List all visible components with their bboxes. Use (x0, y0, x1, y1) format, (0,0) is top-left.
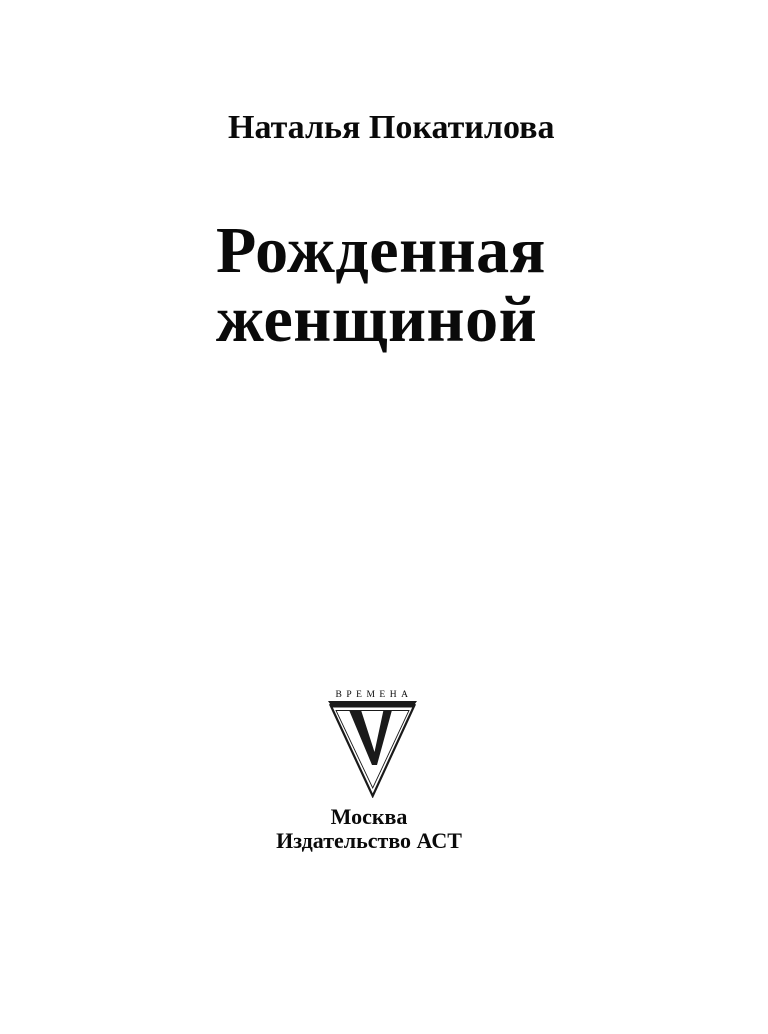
logo-top-bar (328, 701, 417, 708)
imprint-city: Москва (330, 804, 408, 829)
book-title-line-1: Рожденная (216, 214, 546, 287)
author-name: Наталья Покатилова (228, 109, 555, 146)
imprint-publisher: Издательство АСТ (276, 828, 462, 853)
book-title-line-2: женщиной (216, 283, 538, 356)
vremena-v-triangle-logo-icon (328, 701, 418, 798)
logo-brand-text: ВРЕМЕНА (335, 690, 413, 700)
imprint-block (244, 805, 494, 853)
book-title (216, 216, 546, 354)
